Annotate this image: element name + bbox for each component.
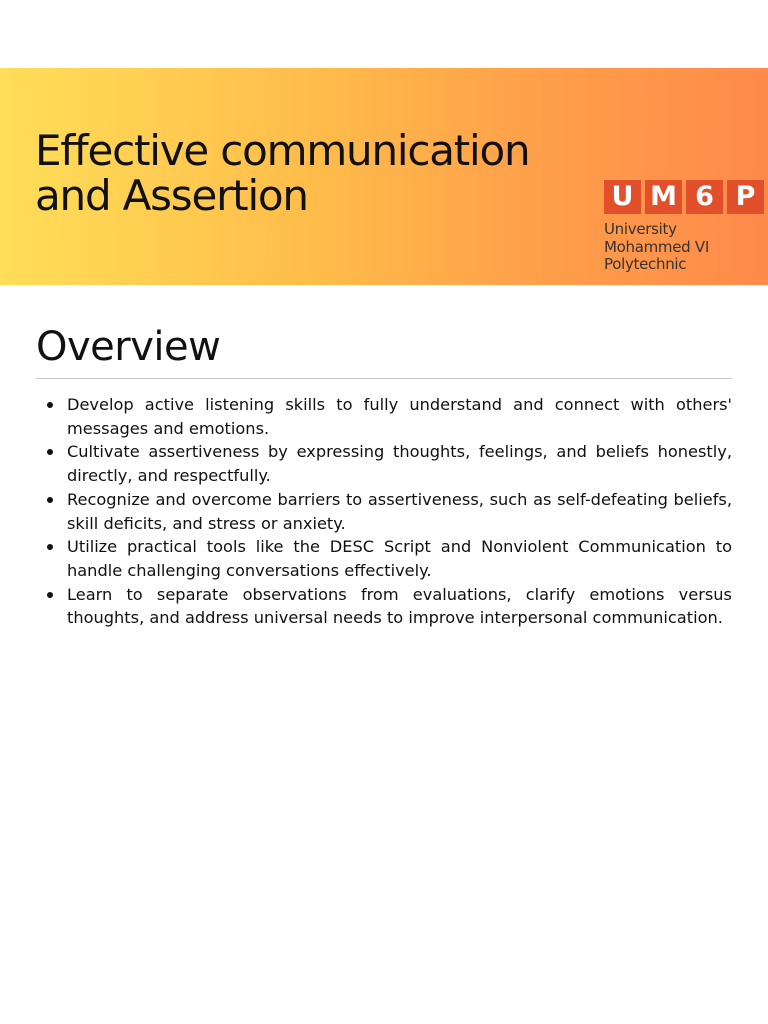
logo-line: Polytechnic <box>604 255 687 273</box>
overview-list <box>36 393 732 630</box>
list-item <box>36 583 732 630</box>
document-title: Effective communication and Assertion <box>35 126 530 220</box>
list-item-text: Cultivate assertiveness by expressing thoughts, feelings, and beliefs honestly, directly, and respectfully. <box>67 442 732 486</box>
logo-mark <box>604 180 764 214</box>
list-item <box>36 535 732 582</box>
logo-line: Mohammed VI <box>604 237 709 256</box>
list-item-text: Develop active listening skills to fully understand and connect with others' messages and emotions. <box>67 395 732 438</box>
logo-letter: M <box>645 180 682 214</box>
logo-wordmark <box>604 221 764 274</box>
list-item <box>36 440 732 487</box>
list-item-text: Recognize and overcome barriers to assertiveness, such as self-defeating beliefs, skill deficits, and stress or anxiety. <box>67 489 732 533</box>
logo-line: University <box>604 220 677 238</box>
list-item <box>36 488 732 535</box>
list-item <box>36 393 732 440</box>
section-divider <box>36 378 732 379</box>
logo-letter: U <box>604 180 641 214</box>
logo-letter: P <box>727 180 764 214</box>
bullet-icon <box>47 544 53 550</box>
bullet-icon <box>47 449 53 455</box>
list-item-text: Learn to separate observations from evaluations, clarify emotions versus thoughts, and address universal needs to improve interpersonal communication. <box>67 584 732 628</box>
section-heading-overview: Overview <box>36 324 221 370</box>
list-item-text: Utilize practical tools like the DESC Script and Nonviolent Communication to handle challenging conversations effectively. <box>67 537 732 580</box>
bullet-icon <box>47 402 53 408</box>
bullet-icon <box>47 497 53 503</box>
bullet-icon <box>47 592 53 598</box>
um6p-logo <box>604 180 764 274</box>
logo-letter: 6 <box>686 180 723 214</box>
